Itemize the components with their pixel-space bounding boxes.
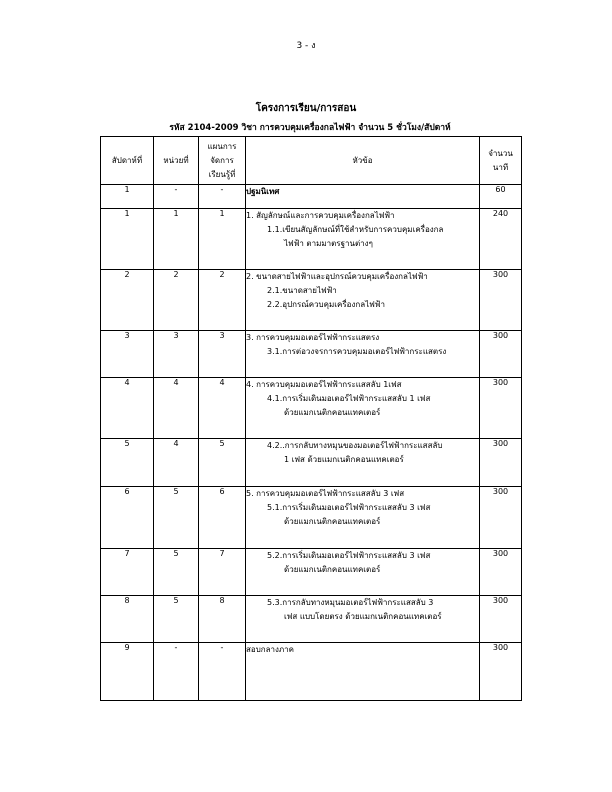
cell-week: 6 bbox=[101, 487, 154, 549]
topic-subline: 4.1.การเริ่มเดินมอเตอร์ไฟฟ้ากระแสสลับ 1 เฟส bbox=[267, 394, 431, 403]
cell-minutes: 300 bbox=[480, 270, 522, 331]
topic-subline: 5.1.การเริ่มเดินมอเตอร์ไฟฟ้ากระแสสลับ 3 เฟส bbox=[267, 503, 431, 512]
topic-line: 2. ขนาดสายไฟฟ้าและอุปกรณ์ควบคุมเครื่องกลไฟฟ้า bbox=[246, 272, 428, 281]
cell-plan: 1 bbox=[199, 209, 246, 270]
cell-unit: 2 bbox=[154, 270, 199, 331]
cell-topic bbox=[246, 185, 480, 209]
table-row bbox=[101, 331, 522, 378]
table-row bbox=[101, 378, 522, 439]
cell-minutes: 300 bbox=[480, 487, 522, 549]
cell-topic bbox=[246, 487, 480, 549]
cell-plan: - bbox=[199, 185, 246, 209]
topic-subline: 2.1.ขนาดสายไฟฟ้า bbox=[267, 286, 337, 295]
topic-line: 1. สัญลักษณ์และการควบคุมเครื่องกลไฟฟ้า bbox=[246, 211, 395, 220]
cell-unit: 5 bbox=[154, 596, 199, 643]
topic-line: 4. การควบคุมมอเตอร์ไฟฟ้ากระแสสลับ 1เฟส bbox=[246, 380, 402, 389]
header-plan-line-2: จัดการ bbox=[210, 155, 234, 165]
cell-topic bbox=[246, 596, 480, 643]
cell-topic bbox=[246, 331, 480, 378]
table-row bbox=[101, 596, 522, 643]
cell-plan: 6 bbox=[199, 487, 246, 549]
header-plan-line-1: แผนการ bbox=[207, 141, 237, 151]
topic-subline-continued: ด้วยแมกเนติกคอนแทคเตอร์ bbox=[284, 565, 381, 574]
topic-subline: 5.3.การกลับทางหมุนมอเตอร์ไฟฟ้ากระแสสลับ 3 bbox=[267, 598, 434, 607]
cell-plan: 8 bbox=[199, 596, 246, 643]
cell-unit: - bbox=[154, 185, 199, 209]
cell-week: 5 bbox=[101, 439, 154, 487]
topic-subline: 4.2..การกลับทางหมุนของมอเตอร์ไฟฟ้ากระแสสลับ bbox=[267, 441, 443, 450]
table-row bbox=[101, 487, 522, 549]
cell-unit: 4 bbox=[154, 378, 199, 439]
topic-subline-continued: ด้วยแมกเนติกคอนแทคเตอร์ bbox=[284, 408, 381, 417]
table-row bbox=[101, 185, 522, 209]
cell-topic bbox=[246, 439, 480, 487]
header-plan bbox=[199, 137, 246, 185]
cell-unit: 1 bbox=[154, 209, 199, 270]
cell-topic bbox=[246, 270, 480, 331]
topic-subline-continued: 1 เฟส ด้วยแมกเนติกคอนแทคเตอร์ bbox=[284, 455, 404, 464]
topic-subline: 1.1.เขียนสัญลักษณ์ที่ใช้สำหรับการควบคุมเครื่องกล bbox=[267, 225, 444, 234]
cell-plan: - bbox=[199, 643, 246, 701]
table-row bbox=[101, 643, 522, 701]
header-minutes bbox=[480, 137, 522, 185]
cell-week: 1 bbox=[101, 185, 154, 209]
table-row bbox=[101, 549, 522, 596]
topic-subline-continued: เฟส แบบโดยตรง ด้วยแมกเนติกคอนแทคเตอร์ bbox=[284, 612, 442, 621]
topic-subline: 2.2.อุปกรณ์ควบคุมเครื่องกลไฟฟ้า bbox=[267, 300, 385, 309]
cell-week: 3 bbox=[101, 331, 154, 378]
cell-topic bbox=[246, 378, 480, 439]
cell-minutes: 300 bbox=[480, 331, 522, 378]
cell-week: 4 bbox=[101, 378, 154, 439]
lesson-plan-table bbox=[100, 136, 522, 701]
cell-minutes: 300 bbox=[480, 596, 522, 643]
table-row bbox=[101, 270, 522, 331]
cell-plan: 2 bbox=[199, 270, 246, 331]
cell-minutes: 60 bbox=[480, 185, 522, 209]
topic-subline: 3.1.การต่อวงจรการควบคุมมอเตอร์ไฟฟ้ากระแสตรง bbox=[267, 347, 447, 356]
cell-plan: 5 bbox=[199, 439, 246, 487]
page-title: โครงการเรียน/การสอน bbox=[255, 103, 357, 114]
header-minutes-line-1: จำนวน bbox=[488, 148, 513, 158]
topic-subline-continued: ด้วยแมกเนติกคอนแทคเตอร์ bbox=[284, 517, 381, 526]
header-topic: หัวข้อ bbox=[246, 137, 480, 185]
cell-minutes: 240 bbox=[480, 209, 522, 270]
course-subtitle: รหัส 2104-2009 วิชา การควบคุมเครื่องกลไฟฟ้า จำนวน 5 ชั่วโมง/สัปดาห์ bbox=[169, 123, 451, 133]
topic-line: 3. การควบคุมมอเตอร์ไฟฟ้ากระแสตรง bbox=[246, 333, 380, 342]
header-week: สัปดาห์ที่ bbox=[101, 137, 154, 185]
header-minutes-line-2: นาที bbox=[492, 162, 509, 172]
cell-minutes: 300 bbox=[480, 378, 522, 439]
topic-line: ปฐมนิเทศ bbox=[246, 187, 280, 196]
cell-plan: 3 bbox=[199, 331, 246, 378]
cell-week: 7 bbox=[101, 549, 154, 596]
topic-line: สอบกลางภาค bbox=[246, 645, 295, 654]
cell-unit: - bbox=[154, 643, 199, 701]
cell-topic bbox=[246, 643, 480, 701]
cell-topic bbox=[246, 549, 480, 596]
cell-minutes: 300 bbox=[480, 549, 522, 596]
cell-unit: 4 bbox=[154, 439, 199, 487]
topic-line: 5. การควบคุมมอเตอร์ไฟฟ้ากระแสสลับ 3 เฟส bbox=[246, 489, 405, 498]
cell-week: 9 bbox=[101, 643, 154, 701]
cell-unit: 5 bbox=[154, 549, 199, 596]
header-plan-line-3: เรียนรู้ที่ bbox=[208, 169, 236, 179]
cell-week: 8 bbox=[101, 596, 154, 643]
table-row bbox=[101, 439, 522, 487]
topic-subline-continued: ไฟฟ้า ตามมาตรฐานต่างๆ bbox=[284, 239, 373, 248]
page-number: 3 - ง bbox=[296, 41, 316, 51]
table-header-row bbox=[101, 137, 522, 185]
cell-week: 2 bbox=[101, 270, 154, 331]
cell-unit: 3 bbox=[154, 331, 199, 378]
header-unit: หน่วยที่ bbox=[154, 137, 199, 185]
cell-plan: 4 bbox=[199, 378, 246, 439]
cell-week: 1 bbox=[101, 209, 154, 270]
cell-minutes: 300 bbox=[480, 643, 522, 701]
cell-plan: 7 bbox=[199, 549, 246, 596]
cell-topic bbox=[246, 209, 480, 270]
cell-unit: 5 bbox=[154, 487, 199, 549]
cell-minutes: 300 bbox=[480, 439, 522, 487]
table-row bbox=[101, 209, 522, 270]
topic-subline: 5.2.การเริ่มเดินมอเตอร์ไฟฟ้ากระแสสลับ 3 เฟส bbox=[267, 551, 431, 560]
